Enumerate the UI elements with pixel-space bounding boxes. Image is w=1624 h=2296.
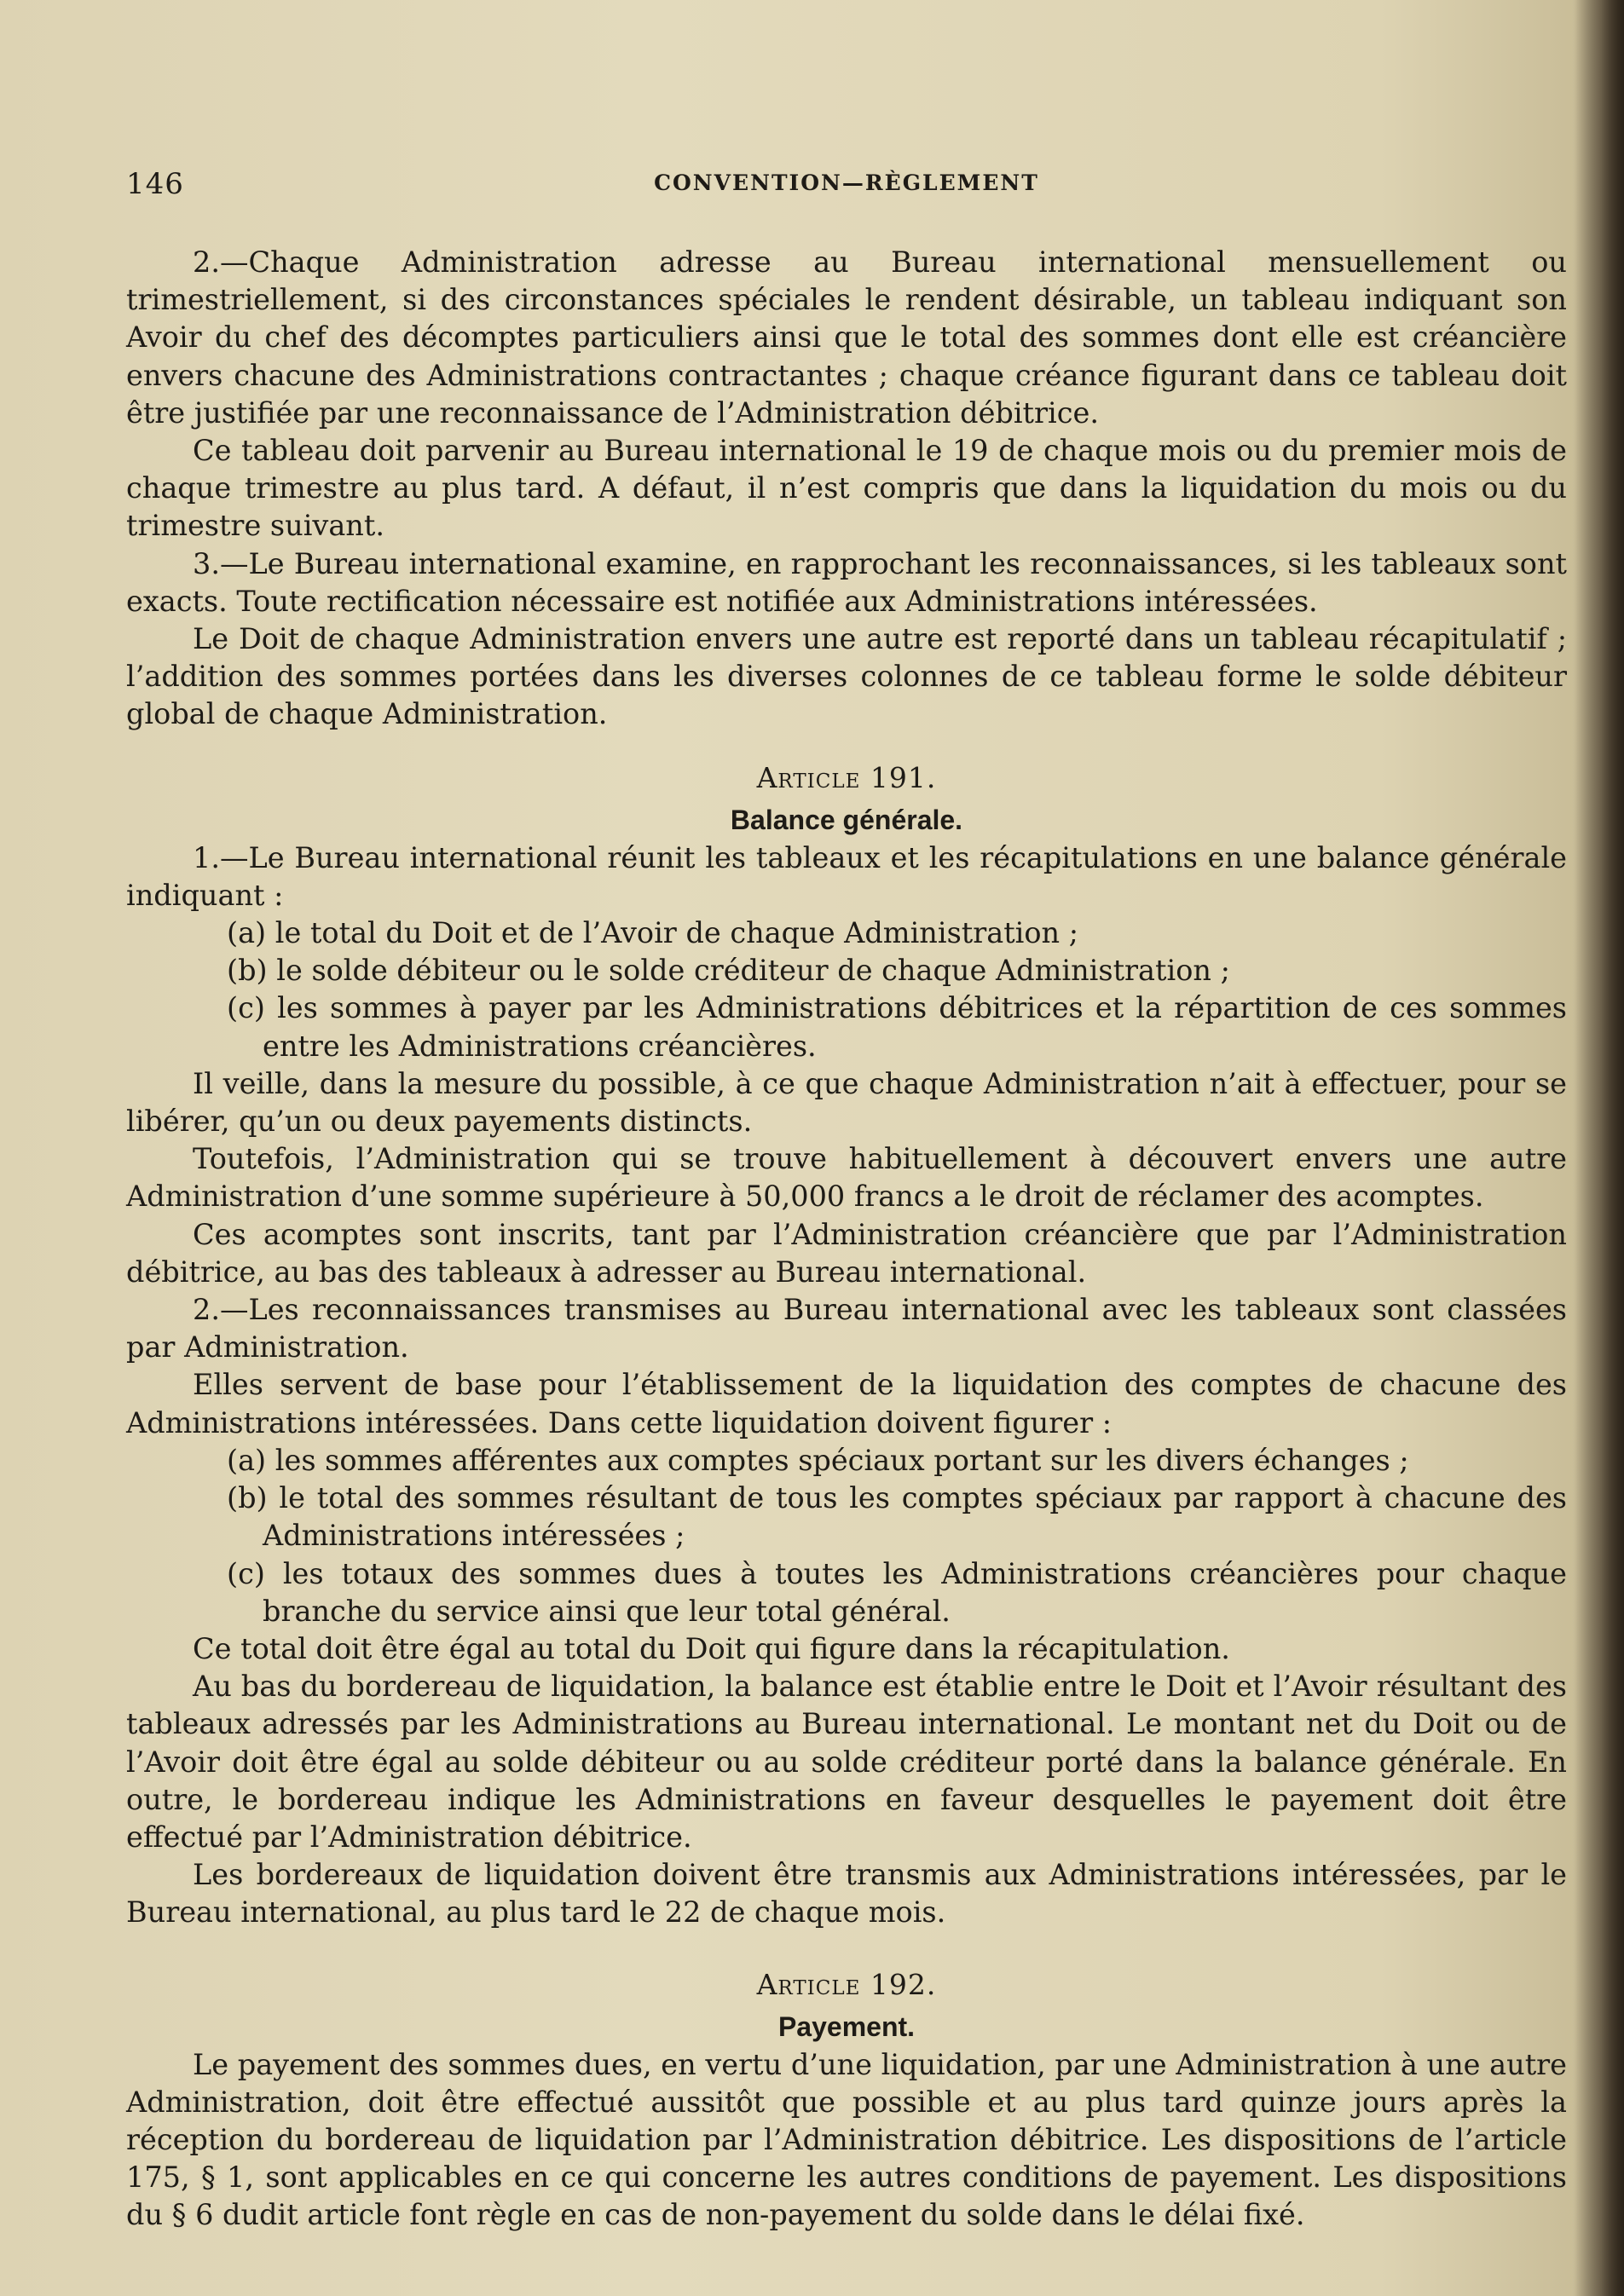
paragraph: Ces acomptes sont inscrits, tant par l’Administration créancière que par l’Administration débitrice, au bas des tableaux à adresser au Bureau international. [126, 1217, 1567, 1289]
list-item-text: le total des sommes résultant de tous les comptes spéciaux par rapport à chacune des Administrations intéressées ; [263, 1481, 1567, 1553]
paragraph: 2.—Chaque Administration adresse au Bureau international mensuellement ou trimestriellement, si des circonstances spéciales le rendent désirable, un tableau indiquant son Avoir du chef des décomptes particuliers ainsi que le total des sommes dont elle est créancière envers chacune des Administrations contractantes ; chaque créance figurant dans ce tableau doit être justifiée par une reconnaissance de l’Administration débitrice. [126, 245, 1567, 430]
paragraph: Le payement des sommes dues, en vertu d’une liquidation, par une Administration à une autre Administration, doit être effectué aussitôt que possible et au plus tard quinze jours après la réception du bordereau de liquidation par l’Administration débitrice. Les dispositions de l’article 175, § 1, sont applicables en ce qui concerne les autres conditions de payement. Les dispositions du § 6 dudit article font règle en cas de non-payement du solde dans le délai fixé. [126, 2047, 1567, 2232]
list-item-text: les sommes afférentes aux comptes spéciaux portant sur les divers échanges ; [275, 1443, 1409, 1477]
paragraph: Il veille, dans la mesure du possible, à ce que chaque Administration n’ait à effectuer, pour se libérer, qu’un ou deux payements distincts. [126, 1066, 1567, 1139]
list-item [126, 989, 1567, 1064]
page-number: 146 [126, 167, 184, 201]
paragraph: Ce tableau doit parvenir au Bureau international le 19 de chaque mois ou du premier mois de chaque trimestre au plus tard. A défaut, il n’est compris que dans la liquidation du mois ou du trimestre suivant. [126, 434, 1567, 543]
paragraph: Toutefois, l’Administration qui se trouve habituellement à découvert envers une autre Administration d’une somme supérieure à 50,000 francs a le droit de réclamer des acomptes. [126, 1142, 1567, 1214]
paragraph: Elles servent de base pour l’établissement de la liquidation des comptes de chacune des Administrations intéressées. Dans cette liquidation doivent figurer : [126, 1368, 1567, 1439]
paragraph: Les bordereaux de liquidation doivent être transmis aux Administrations intéressées, par le Bureau international, au plus tard le 22 de chaque mois. [126, 1858, 1567, 1930]
paragraph: Au bas du bordereau de liquidation, la balance est établie entre le Doit et l’Avoir résultant des tableaux adressés par les Administrations au Bureau international. Le montant net du Doit ou de l’Avoir doit être égal au solde débiteur ou au solde créditeur porté dans la balance générale. En outre, le bordereau indique les Administrations en faveur desquelles le payement doit être effectué par l’Administration débitrice. [126, 1670, 1567, 1854]
list-item [126, 952, 1567, 989]
list-item-label: (a) [227, 916, 267, 950]
list-item-text: le total du Doit et de l’Avoir de chaque Administration ; [275, 916, 1079, 950]
running-head: CONVENTION—RÈGLEMENT [654, 170, 1039, 195]
list-item [126, 1555, 1567, 1630]
list-item [126, 1480, 1567, 1555]
list-item-text: les totaux des sommes dues à toutes les Administrations créancières pour chaque branche du service ainsi que leur total général. [263, 1556, 1567, 1628]
paragraph: 3.—Le Bureau international examine, en rapprochant les reconnaissances, si les tableaux sont exacts. Toute rectification nécessaire est notifiée aux Administrations intéressées. [126, 546, 1567, 618]
page-body [126, 244, 1567, 2235]
binding-gutter [1573, 0, 1624, 2296]
list-item-label: (a) [227, 1443, 267, 1477]
list-item-label: (b) [227, 1481, 268, 1515]
article-192-heading: Article 192. [756, 1967, 937, 2001]
paragraph: Le Doit de chaque Administration envers une autre est reporté dans un tableau récapitulatif ; l’addition des sommes portées dans les diverses colonnes de ce tableau forme le solde débiteur global de chaque Administration. [126, 622, 1567, 731]
list-item-text: les sommes à payer par les Administrations débitrices et la répartition de ces sommes entre les Administrations créancières. [263, 991, 1567, 1063]
article-191-title: Balance générale. [730, 804, 963, 835]
paragraph: 2.—Les reconnaissances transmises au Bureau international avec les tableaux sont classées par Administration. [126, 1293, 1567, 1364]
list-item [126, 914, 1567, 952]
list-item-label: (c) [227, 1556, 265, 1590]
article-192-title: Payement. [777, 2010, 916, 2042]
paragraph: 1.—Le Bureau international réunit les tableaux et les récapitulations en une balance générale indiquant : [126, 840, 1567, 912]
list-item-text: le solde débiteur ou le solde créditeur de chaque Administration ; [276, 954, 1230, 988]
list-item-label: (c) [227, 991, 265, 1025]
paragraph: Ce total doit être égal au total du Doit qui figure dans la récapitulation. [193, 1631, 1230, 1665]
list-item-label: (b) [227, 954, 268, 988]
list-item [126, 1442, 1567, 1480]
article-191-heading: Article 191. [756, 760, 937, 794]
page-header [126, 167, 1567, 205]
